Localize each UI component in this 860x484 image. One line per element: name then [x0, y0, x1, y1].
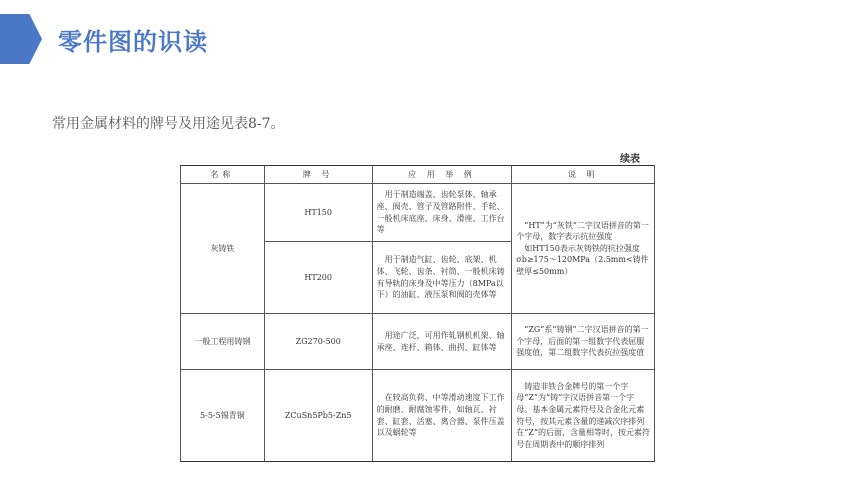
- note-paragraph: “HT”为“灰铁”二字汉语拼音的第一个字母，数字表示抗拉强度: [516, 220, 649, 242]
- material-grade: ZG270-500: [264, 314, 372, 370]
- material-usage: 用于制造气缸、齿轮、底架、机体、飞轮、齿条、衬筒、一般机床铸有导轨的床身及中等压力（8MPa以下）的油缸、液压泵和阀的壳体等: [372, 242, 512, 314]
- table-row: [181, 184, 655, 242]
- material-note: [512, 314, 655, 370]
- col-header-grade: 牌 号: [264, 166, 372, 184]
- page-title: 零件图的识读: [58, 28, 208, 56]
- table-row: [181, 370, 655, 462]
- table-continued-label: 续表: [620, 154, 640, 165]
- col-header-note: 说 明: [512, 166, 655, 184]
- material-name: 5-5-5锡青铜: [181, 370, 265, 462]
- material-usage: 用于制造端盖、齿轮泵体、轴承座、阀壳、管子及管路附件、手轮、一般机床底座、床身、滑座、工作台等: [372, 184, 512, 242]
- material-name: 灰铸铁: [181, 184, 265, 314]
- material-grade: ZCuSn5Pb5-Zn5: [264, 370, 372, 462]
- materials-table: [180, 165, 655, 462]
- intro-text: 常用金属材料的牌号及用途见表8-7。: [52, 116, 285, 132]
- material-grade: HT200: [264, 242, 372, 314]
- note-paragraph: 铸造非铁合金牌号的第一个字母“Z”为“铸”字汉语拼音第一个字母。基本金属元素符号及合金化元素符号，按其元素含量的递减次序排列在“Z”的后面，含量相等时，按元素符号在周期表中的顺序排列: [516, 381, 651, 449]
- material-usage: 用途广泛，可用作轧钢机机架、轴承座、连杆、箱体、曲拐、缸体等: [372, 314, 512, 370]
- note-paragraph: “ZG”系“铸钢”二字汉语拼音的第一个字母，后面的第一组数字代表屈服强度值，第二组数字代表抗拉强度值: [516, 325, 649, 358]
- material-note: [512, 184, 655, 314]
- header-chevron: [0, 14, 42, 64]
- col-header-name: 名称: [181, 166, 265, 184]
- material-note: [512, 370, 655, 462]
- table-row: [181, 314, 655, 370]
- col-header-usage: 应 用 举 例: [372, 166, 512, 184]
- material-grade: HT150: [264, 184, 372, 242]
- material-name: 一般工程用铸钢: [181, 314, 265, 370]
- material-usage: 在较高负荷、中等滑动速度下工作的耐磨、耐腐蚀零件，如轴瓦、衬套、缸套、活塞、离合器、泵件压盖以及蜗轮等: [372, 370, 512, 462]
- table-header-row: [181, 166, 655, 184]
- note-paragraph: 如HT150表示灰铸铁的抗拉强度σb≥175～120MPa（2.5mm<铸件壁厚≤50mm）: [516, 243, 649, 276]
